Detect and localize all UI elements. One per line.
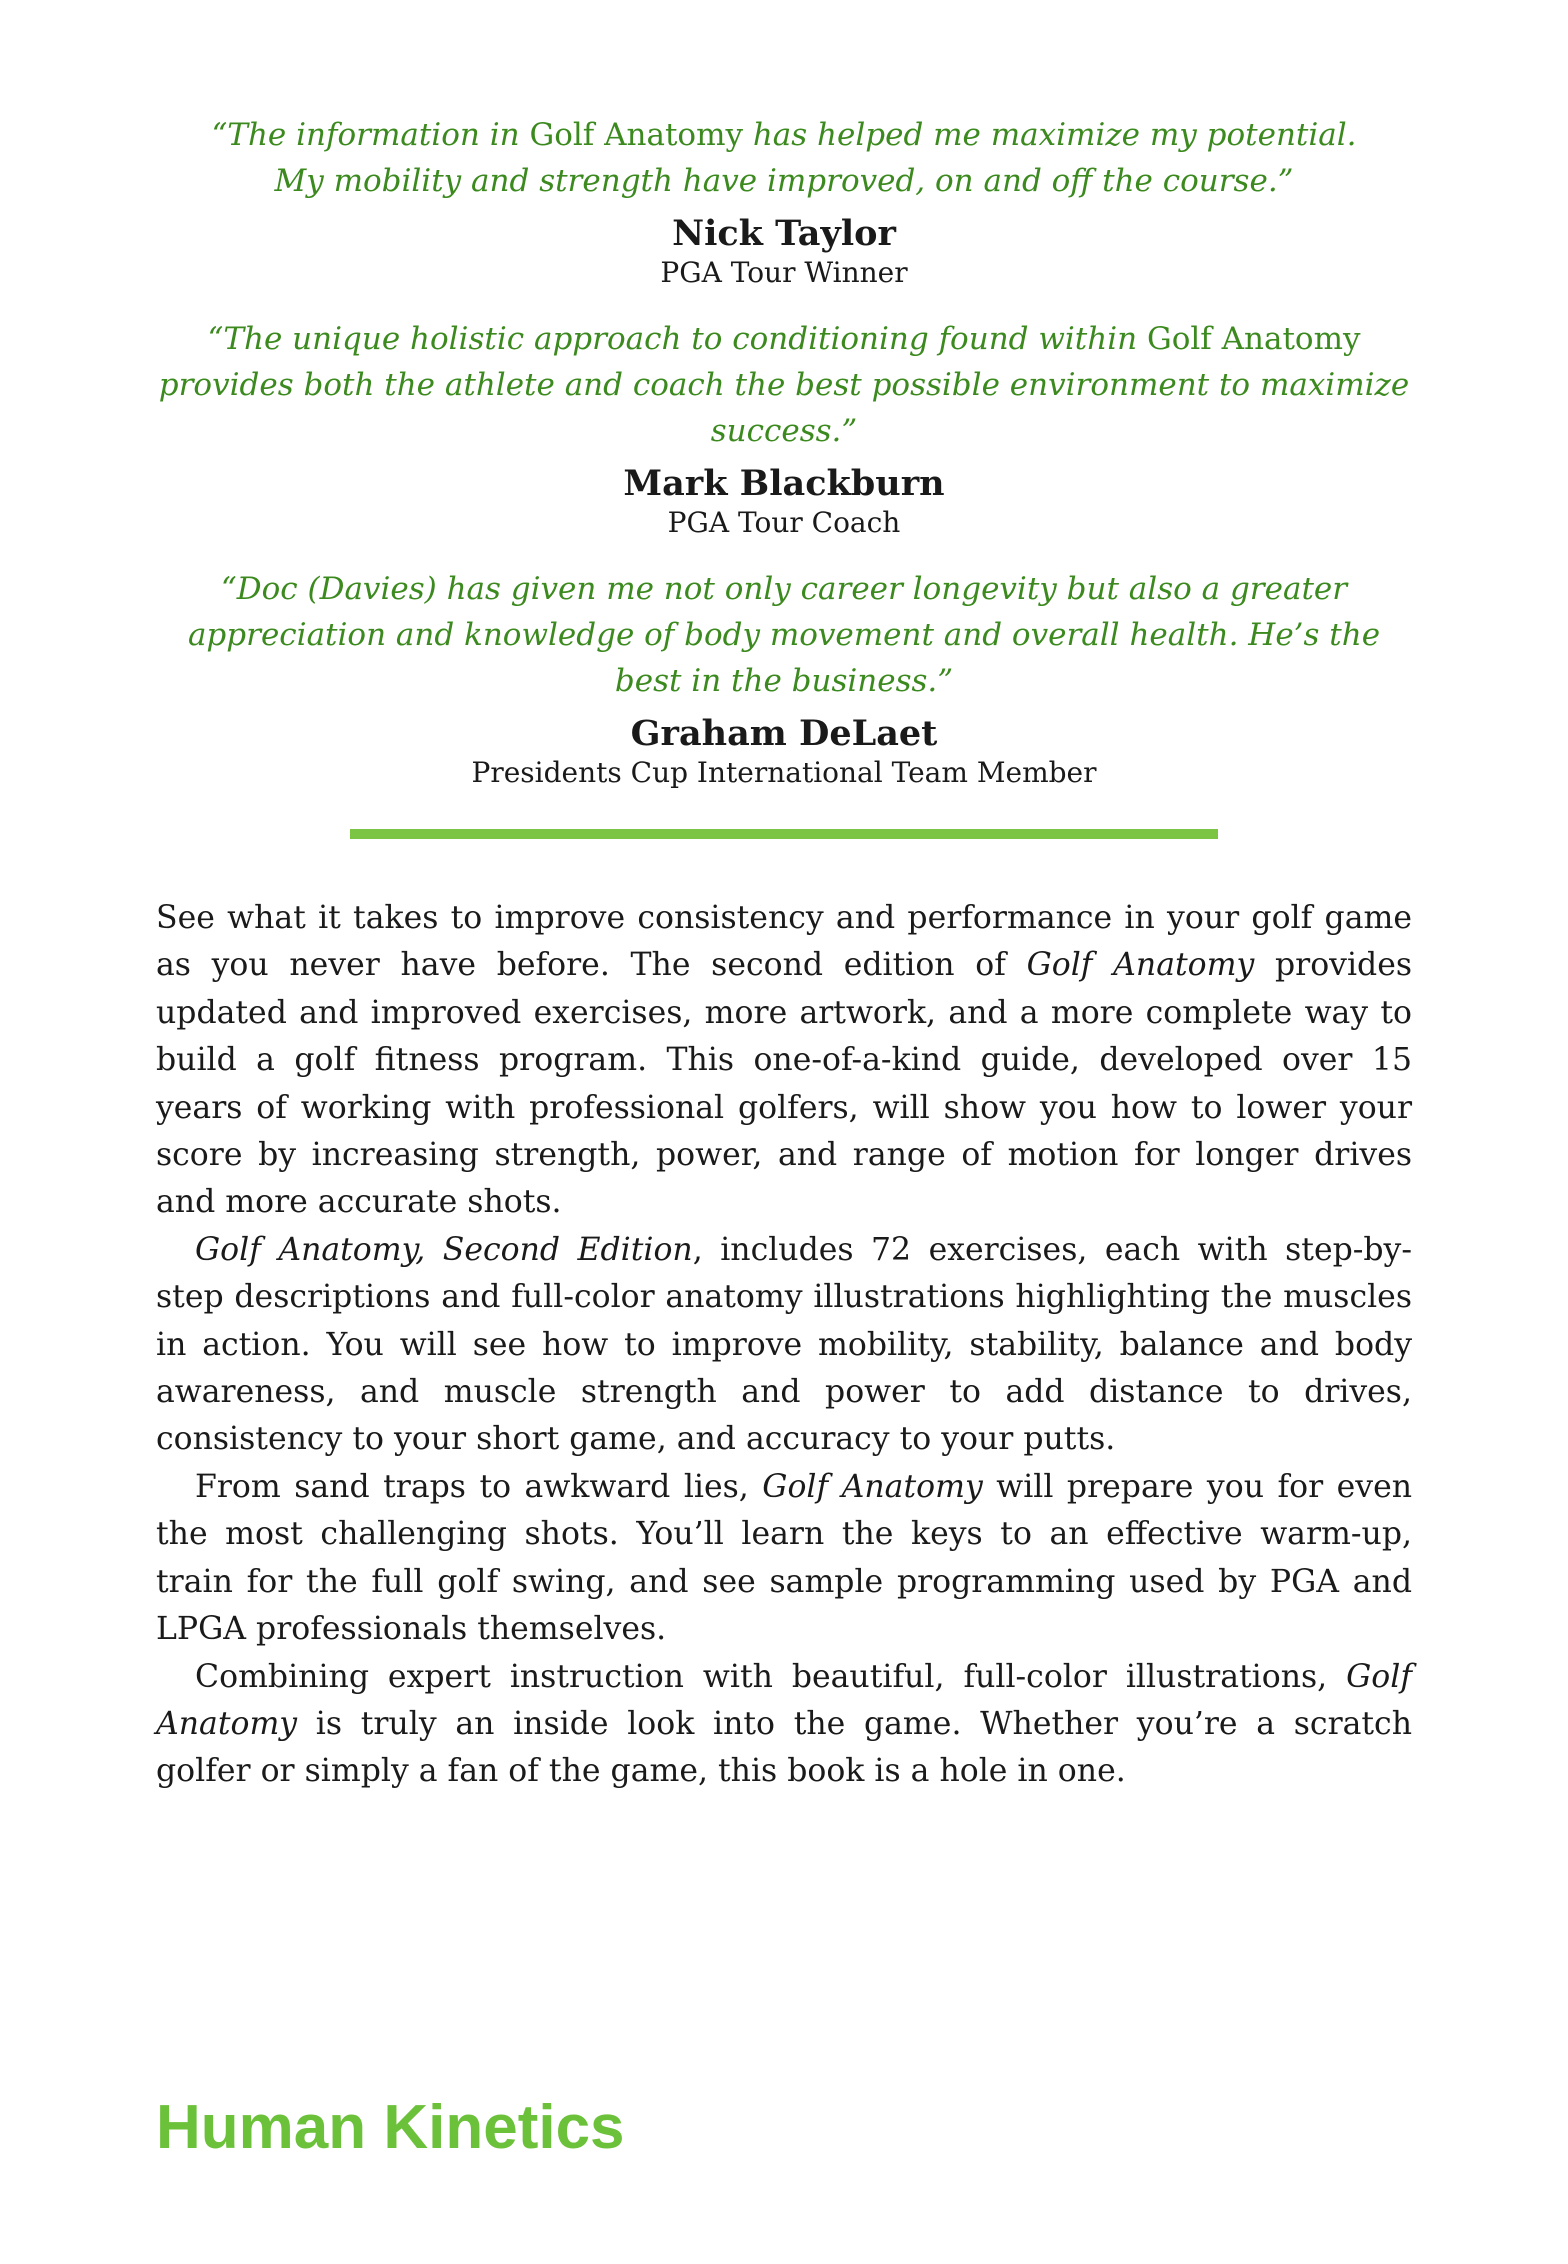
publisher-logo: Human Kinetics [156, 2093, 625, 2162]
book-title: Golf Anatomy [1146, 321, 1361, 357]
description-paragraph: From sand traps to awkward lies, Golf Anatomy will prepare you for even the most challenging shots. You’ll learn the keys to an effective warm-up, train for the full golf swing, and see sample programming used by PGA and LPGA professionals themselves. [156, 1468, 1413, 1648]
testimonial-quote: “Doc (Davies) has given me not only career longevity but also a greater appreciation and knowledge of body movement and overall health. He’s the best in the business.” [187, 571, 1381, 699]
book-title: Golf Anatomy [762, 1468, 983, 1505]
testimonial-name: Mark Blackburn [623, 463, 945, 504]
testimonial-quote: “The unique holistic approach to conditioning found within Golf Anatomy provides both the athlete and coach the best possible environment to maximize success.” [158, 321, 1410, 449]
testimonial-quote: “The information in Golf Anatomy has helped me maximize my potential. My mobility and strength have improved, on and off the course.” [211, 117, 1357, 199]
book-description [156, 895, 1412, 1796]
description-paragraph: See what it takes to improve consistency and performance in your golf game as you never have before. The second edition of Golf Anatomy provides updated and improved exercises, more artwork, and a more complete way to build a golf fitness program. This one-of-a-kind guide, developed over 15 years of working with professional golfers, will show you how to lower your score by increasing strength, power, and range of motion for longer drives and more accurate shots. [156, 900, 1413, 1221]
book-title: Golf Anatomy [156, 1658, 1412, 1742]
green-divider [350, 829, 1218, 839]
testimonial-graham-delaet [150, 566, 1418, 790]
testimonial-name: Nick Taylor [672, 213, 896, 254]
testimonial-mark-blackburn [150, 316, 1418, 540]
book-title: Golf Anatomy, Second Edition [195, 1231, 693, 1268]
testimonial-role: Presidents Cup International Team Member [471, 756, 1097, 789]
book-title: Golf Anatomy [529, 117, 743, 153]
description-paragraph: Combining expert instruction with beautiful, full-color illustrations, Golf Anatomy is truly an inside look into the game. Whether you’re a scratch golfer or simply a fan of the game, this book is a hole in one. [156, 1658, 1412, 1790]
testimonials [150, 112, 1418, 816]
testimonial-role: PGA Tour Coach [667, 506, 901, 539]
testimonial-name: Graham DeLaet [630, 713, 938, 754]
testimonial-role: PGA Tour Winner [660, 256, 908, 289]
description-paragraph: Golf Anatomy, Second Edition, includes 72 exercises, each with step-by-step descriptions and full-color anatomy illustrations highlighting the muscles in action. You will see how to improve mobility, stability, balance and body awareness, and muscle strength and power to add distance to drives, consistency to your short game, and accuracy to your putts. [156, 1231, 1412, 1458]
testimonial-nick-taylor [150, 112, 1418, 290]
book-title: Golf Anatomy [1026, 947, 1255, 984]
